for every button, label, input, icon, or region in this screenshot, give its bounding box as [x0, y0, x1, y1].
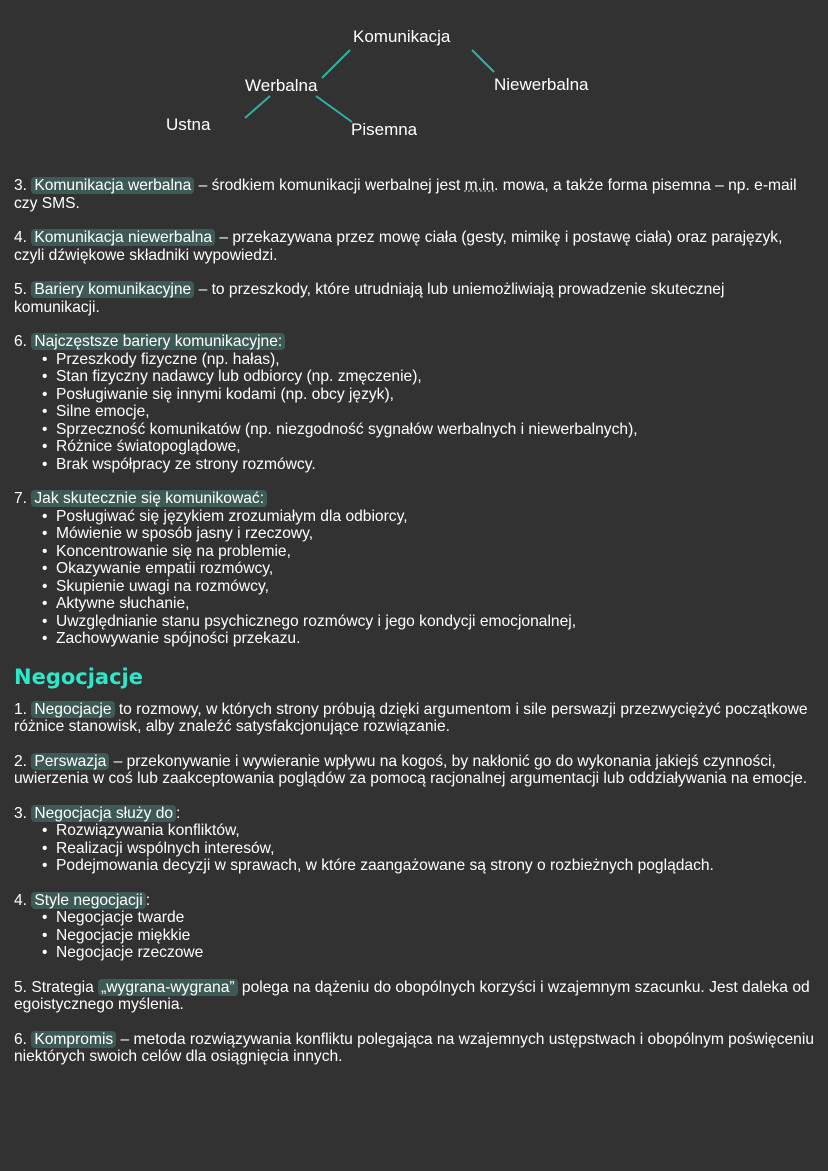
- item-number: 6.: [14, 1030, 28, 1048]
- list-item: • Posługiwać się językiem zrozumiałym dla odbiorcy,: [42, 508, 814, 526]
- term-highlight: Bariery komunikacyjne: [31, 281, 194, 298]
- term-highlight: Negocjacje: [31, 701, 114, 718]
- diagram-written: Pisemna: [351, 120, 418, 139]
- item-text: :: [176, 804, 181, 822]
- list-item: • Rozwiązywania konfliktów,: [42, 822, 814, 840]
- communication-diagram: [0, 0, 828, 160]
- item-text: Strategia: [27, 978, 99, 996]
- item-3: [14, 177, 814, 212]
- item-number: 6.: [14, 333, 28, 350]
- item-number: 4.: [14, 229, 28, 246]
- item-number: 7.: [14, 490, 28, 507]
- barriers-list: [14, 351, 814, 474]
- section-heading-negocjacje: Negocjacje: [14, 664, 143, 689]
- abbreviation-note: m.in: [464, 177, 495, 194]
- item-text: – to przeszkody, które utrudniają lub uniemożliwiają prowadzenie skutecznej komunikacji.: [14, 281, 725, 316]
- item-7: [14, 490, 814, 648]
- list-item: • Posługiwanie się innymi kodami (np. obcy język),: [42, 386, 814, 404]
- notes-content: [14, 177, 814, 1083]
- item-text: to rozmowy, w których strony próbują dzięki argumentom i sile perswazji przezwyciężyć początkowe różnice stanowisk, alby znaleźć satysfakcjonujące rozwiązanie.: [14, 700, 808, 735]
- term-highlight: „wygrana-wygrana”: [98, 979, 237, 996]
- item-text: – przekonywanie i wywieranie wpływu na kogoś, by nakłonić go do wykonania jakiejś czynności, uwierzenia w coś lub zaakceptowania poglądów za pomocą racjonalnej argumentacji lub oddziaływania na emocje.: [14, 752, 808, 787]
- list-item: • Stan fizyczny nadawcy lub odbiorcy (np. zmęczenie),: [42, 368, 814, 386]
- item-6: [14, 333, 814, 473]
- list-item: • Brak współpracy ze strony rozmówcy.: [42, 456, 814, 474]
- item-text: polega na dążeniu do obopólnych korzyści i wzajemnym szacunku. Jest daleka od egoistycznego myślenia.: [14, 978, 810, 1013]
- item-5: [14, 281, 814, 316]
- neg-item-6: [14, 1031, 814, 1066]
- list-item: • Różnice światopoglądowe,: [42, 438, 814, 456]
- neg-item-1: [14, 701, 814, 736]
- item-4: [14, 229, 814, 264]
- item-text: . mowa, a także forma pisemna – np. e-mail czy SMS.: [14, 177, 797, 212]
- neg-item-3: [14, 805, 814, 875]
- diagram-nonverbal: Niewerbalna: [494, 75, 589, 94]
- term-highlight: Perswazja: [31, 753, 109, 770]
- item-number: 3.: [14, 804, 28, 822]
- item-text: :: [145, 891, 151, 909]
- connector-root-nonverbal: [472, 50, 494, 72]
- list-item: • Negocjacje rzeczowe: [42, 944, 814, 962]
- term-highlight: Style negocjacji: [31, 892, 145, 909]
- term-highlight: Jak skutecznie się komunikować:: [31, 490, 267, 507]
- list-item: • Skupienie uwagi na rozmówcy,: [42, 578, 814, 596]
- item-number: 1.: [14, 700, 28, 718]
- item-text: – przekazywana przez mowę ciała (gesty, mimikę i postawę ciała) oraz parajęzyk, czyli dźwiękowe składniki wypowiedzi.: [14, 229, 783, 264]
- negotiation-purpose-list: [14, 822, 814, 875]
- neg-item-4: [14, 892, 814, 962]
- list-item: • Sprzeczność komunikatów (np. niezgodność sygnałów werbalnych i niewerbalnych),: [42, 421, 814, 439]
- item-number: 4.: [14, 891, 28, 909]
- negotiation-styles-list: [14, 909, 814, 962]
- list-item: • Koncentrowanie się na problemie,: [42, 543, 814, 561]
- list-item: • Realizacji wspólnych interesów,: [42, 840, 814, 858]
- list-item: • Uwzględnianie stanu psychicznego rozmówcy i jego kondycji emocjonalnej,: [42, 613, 814, 631]
- item-number: 3.: [14, 177, 28, 194]
- list-item: • Okazywanie empatii rozmówcy,: [42, 560, 814, 578]
- item-number: 5.: [14, 978, 28, 996]
- neg-item-5: [14, 979, 814, 1014]
- item-number: 2.: [14, 752, 28, 770]
- item-number: 5.: [14, 281, 28, 298]
- list-item: • Podejmowania decyzji w sprawach, w które zaangażowane są strony o rozbieżnych poglądach.: [42, 857, 814, 875]
- term-highlight: Komunikacja niewerbalna: [31, 229, 215, 246]
- term-highlight: Negocjacja służy do: [31, 805, 176, 822]
- diagram-root: Komunikacja: [353, 27, 451, 46]
- list-item: • Przeszkody fizyczne (np. hałas),: [42, 351, 814, 369]
- list-item: • Negocjacje miękkie: [42, 927, 814, 945]
- list-item: • Silne emocje,: [42, 403, 814, 421]
- connector-verbal-oral: [245, 96, 270, 118]
- list-item: • Mówienie w sposób jasny i rzeczowy,: [42, 525, 814, 543]
- effective-communication-list: [14, 508, 814, 648]
- neg-item-2: [14, 753, 814, 788]
- list-item: • Aktywne słuchanie,: [42, 595, 814, 613]
- list-item: • Zachowywanie spójności przekazu.: [42, 630, 814, 648]
- term-highlight: Kompromis: [31, 1031, 116, 1048]
- diagram-verbal: Werbalna: [245, 76, 318, 95]
- diagram-oral: Ustna: [166, 115, 211, 134]
- item-text: – środkiem komunikacji werbalnej jest: [194, 177, 465, 194]
- connector-root-verbal: [322, 50, 350, 78]
- term-highlight: Komunikacja werbalna: [31, 177, 194, 194]
- term-highlight: Najczęstsze bariery komunikacyjne:: [31, 333, 285, 350]
- item-text: – metoda rozwiązywania konfliktu polegająca na wzajemnych ustępstwach i obopólnym poświęceniu niektórych swoich celów dla osiągnięcia innych.: [14, 1030, 814, 1065]
- connector-verbal-written: [316, 96, 352, 122]
- list-item: • Negocjacje twarde: [42, 909, 814, 927]
